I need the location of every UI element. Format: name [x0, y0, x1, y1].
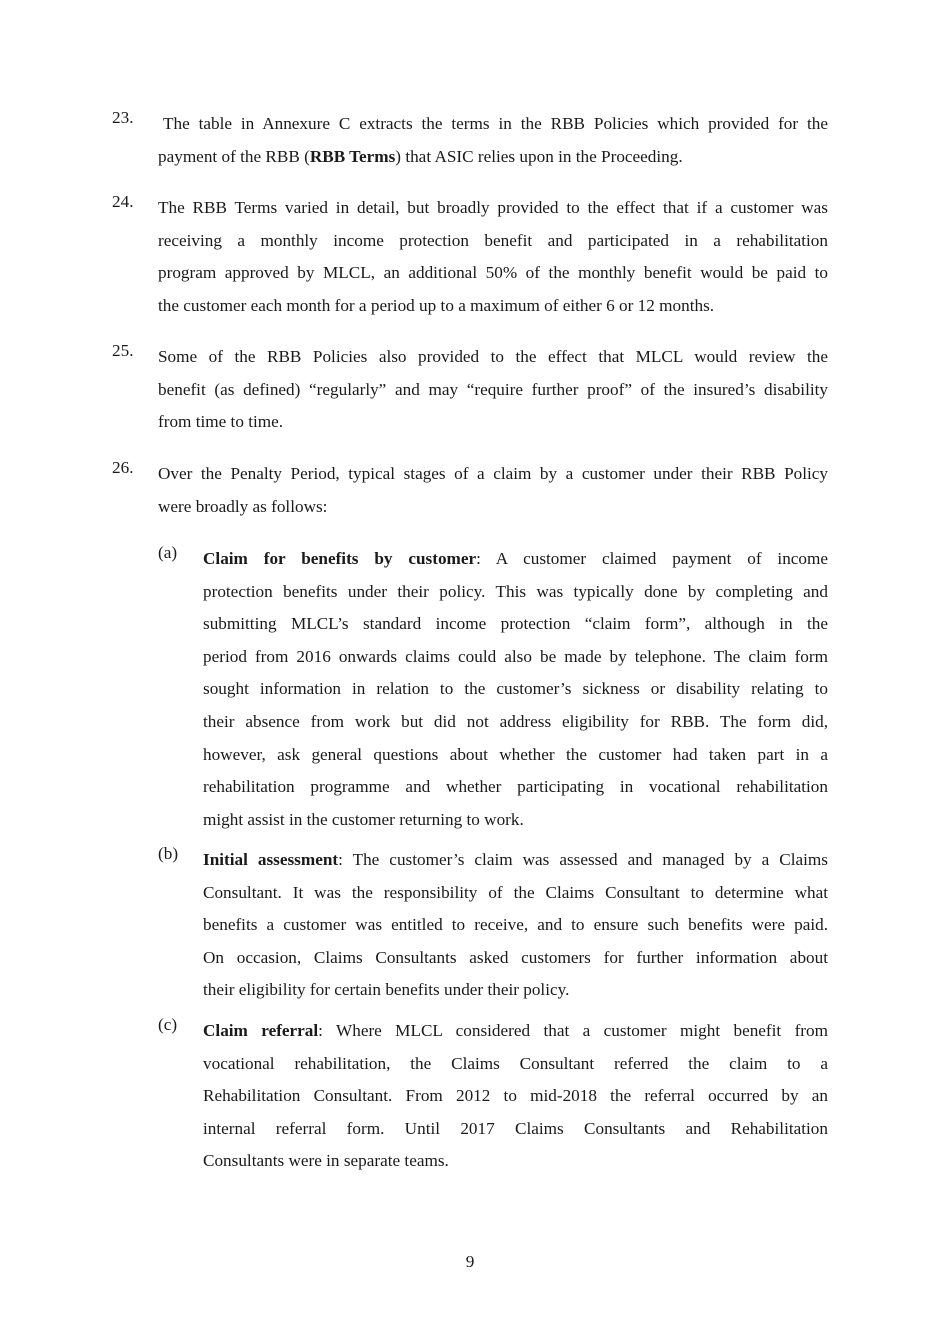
subparagraph-line: benefits a customer was entitled to receive, and to ensure such benefits were paid. [203, 915, 828, 935]
subparagraph-label: (a) [158, 543, 178, 562]
paragraph-number: 25. [112, 341, 134, 360]
subparagraph-line: their eligibility for certain benefits under their policy. [203, 980, 570, 1000]
paragraph-line: program approved by MLCL, an additional 50% of the monthly benefit would be paid to [158, 263, 828, 283]
paragraph-number: 23. [112, 108, 134, 127]
subparagraph-line: Initial assessment: The customer’s claim was assessed and managed by a Claims [203, 850, 828, 869]
subparagraph-b [158, 844, 828, 1007]
subparagraph-heading: Claim referral [203, 1021, 319, 1040]
subparagraph-line: Consultants were in separate teams. [203, 1151, 449, 1171]
subparagraph-a [158, 543, 828, 836]
paragraph-24 [112, 192, 828, 322]
page-number: 9 [465, 1252, 475, 1271]
paragraph-text [158, 108, 828, 173]
paragraph-line: The RBB Terms varied in detail, but broadly provided to the effect that if a customer was [158, 198, 828, 217]
subparagraph-label: (b) [158, 844, 179, 863]
subparagraph-line: however, ask general questions about whether the customer had taken part in a [203, 744, 828, 764]
subparagraph-line: rehabilitation programme and whether participating in vocational rehabilitation [203, 777, 828, 797]
subparagraph-line: vocational rehabilitation, the Claims Consultant referred the claim to a [203, 1053, 828, 1073]
paragraph-23 [112, 108, 828, 173]
paragraph-number: 26. [112, 458, 134, 477]
subparagraph-label: (c) [158, 1015, 178, 1034]
subparagraph-line: protection benefits under their policy. This was typically done by completing and [203, 581, 828, 601]
paragraph-25 [112, 341, 828, 439]
subparagraph-line: might assist in the customer returning to work. [203, 809, 524, 829]
paragraph-text [158, 341, 828, 439]
paragraph-line: the customer each month for a period up to a maximum of either 6 or 12 months. [158, 295, 715, 315]
subparagraph-line: Claim for benefits by customer: A customer claimed payment of income [203, 549, 829, 568]
subparagraph-line: Consultant. It was the responsibility of the Claims Consultant to determine what [203, 882, 828, 902]
paragraph-line: Some of the RBB Policies also provided to the effect that MLCL would review the [158, 347, 828, 366]
paragraph-number: 24. [112, 192, 134, 211]
subparagraph-heading: Claim for benefits by customer [203, 549, 477, 568]
subparagraph-line: period from 2016 onwards claims could also be made by telephone. The claim form [203, 646, 828, 666]
paragraph-line: receiving a monthly income protection benefit and participated in a rehabilitation [158, 230, 828, 250]
defined-term: RBB Terms [309, 146, 396, 166]
subparagraph-line: their absence from work but did not address eligibility for RBB. The form did, [203, 711, 828, 731]
subparagraph-line: sought information in relation to the customer’s sickness or disability relating to [203, 679, 828, 699]
paragraph-line: The table in Annexure C extracts the terms in the RBB Policies which provided for the [163, 114, 828, 133]
paragraph-text [158, 458, 828, 523]
paragraph-line: were broadly as follows: [158, 496, 328, 516]
subparagraph-heading: Initial assessment [203, 850, 339, 869]
subparagraph-text [203, 1015, 828, 1178]
subparagraph-text [203, 543, 828, 836]
paragraph-26 [112, 458, 828, 523]
subparagraph-line: Claim referral: Where MLCL considered that a customer might benefit from [203, 1021, 828, 1040]
paragraph-line: benefit (as defined) “regularly” and may “require further proof” of the insured’s disability [158, 379, 828, 399]
subparagraph-c [158, 1015, 828, 1178]
paragraph-text [158, 192, 828, 322]
subparagraph-line: submitting MLCL’s standard income protection “claim form”, although in the [203, 614, 828, 634]
subparagraph-text [203, 844, 828, 1007]
paragraph-line: payment of the RBB (RBB Terms) that ASIC relies upon in the Proceeding. [158, 146, 683, 166]
subparagraph-line: internal referral form. Until 2017 Claims Consultants and Rehabilitation [203, 1118, 828, 1138]
paragraph-line: from time to time. [158, 412, 284, 432]
subparagraph-line: Rehabilitation Consultant. From 2012 to mid-2018 the referral occurred by an [203, 1086, 828, 1106]
subparagraph-line: On occasion, Claims Consultants asked customers for further information about [203, 947, 828, 967]
paragraph-line: Over the Penalty Period, typical stages of a claim by a customer under their RBB Policy [158, 464, 828, 483]
